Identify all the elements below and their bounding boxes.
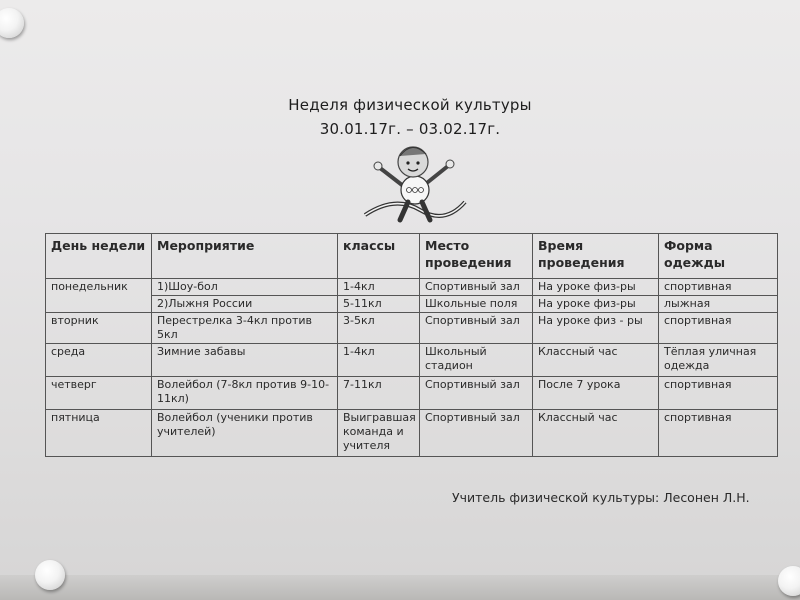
table-row — [46, 344, 778, 377]
cell-event: Перестрелка 3-4кл против 5кл — [152, 313, 338, 344]
cell-day: среда — [46, 344, 152, 377]
cell-classes: 1-4кл — [338, 279, 420, 296]
schedule-table — [45, 233, 778, 457]
page-title: Неделя физической культуры — [288, 96, 532, 114]
header-event: Мероприятие — [152, 234, 338, 279]
olympic-mascot-icon — [360, 140, 470, 230]
cell-day: четверг — [46, 377, 152, 410]
table-row — [46, 279, 778, 296]
cell-classes: 1-4кл — [338, 344, 420, 377]
push-pin-icon — [778, 566, 800, 596]
cell-dress: спортивная — [659, 410, 778, 457]
header-classes: классы — [338, 234, 420, 279]
cell-place: Спортивный зал — [420, 313, 533, 344]
cell-classes: 7-11кл — [338, 377, 420, 410]
push-pin-icon — [35, 560, 65, 590]
teacher-signature-line: Учитель физической культуры: Лесонен Л.Н. — [452, 490, 750, 505]
header-time: Время проведения — [533, 234, 659, 279]
cell-dress: спортивная — [659, 313, 778, 344]
cell-day: понедельник — [46, 279, 152, 313]
header-place: Место проведения — [420, 234, 533, 279]
cell-time: Классный час — [533, 410, 659, 457]
cell-classes: 5-11кл — [338, 296, 420, 313]
cell-dress: спортивная — [659, 279, 778, 296]
table-row — [46, 313, 778, 344]
cell-event: 2)Лыжня России — [152, 296, 338, 313]
header-day: День недели — [46, 234, 152, 279]
cell-time: На уроке физ-ры — [533, 279, 659, 296]
cell-place: Школьный стадион — [420, 344, 533, 377]
cell-event: Волейбол (7-8кл против 9-10-11кл) — [152, 377, 338, 410]
cell-day: пятница — [46, 410, 152, 457]
cell-place: Спортивный зал — [420, 377, 533, 410]
cell-dress: спортивная — [659, 377, 778, 410]
cell-classes: Выигравшая команда и учителя — [338, 410, 420, 457]
table-row — [46, 377, 778, 410]
table-row — [46, 410, 778, 457]
table-row — [46, 296, 778, 313]
cell-event: Зимние забавы — [152, 344, 338, 377]
cell-classes: 3-5кл — [338, 313, 420, 344]
cell-place: Спортивный зал — [420, 279, 533, 296]
cell-time: После 7 урока — [533, 377, 659, 410]
cell-time: Классный час — [533, 344, 659, 377]
cell-event: 1)Шоу-бол — [152, 279, 338, 296]
cell-time: На уроке физ-ры — [533, 296, 659, 313]
cell-place: Спортивный зал — [420, 410, 533, 457]
table-header-row — [46, 234, 778, 279]
cell-dress: Тёплая уличная одежда — [659, 344, 778, 377]
paper-bottom-shadow — [0, 575, 800, 600]
date-range: 30.01.17г. – 03.02.17г. — [319, 120, 501, 138]
cell-event: Волейбол (ученики против учителей) — [152, 410, 338, 457]
cell-dress: лыжная — [659, 296, 778, 313]
header-dress: Форма одежды — [659, 234, 778, 279]
cell-time: На уроке физ - ры — [533, 313, 659, 344]
cell-place: Школьные поля — [420, 296, 533, 313]
cell-day: вторник — [46, 313, 152, 344]
